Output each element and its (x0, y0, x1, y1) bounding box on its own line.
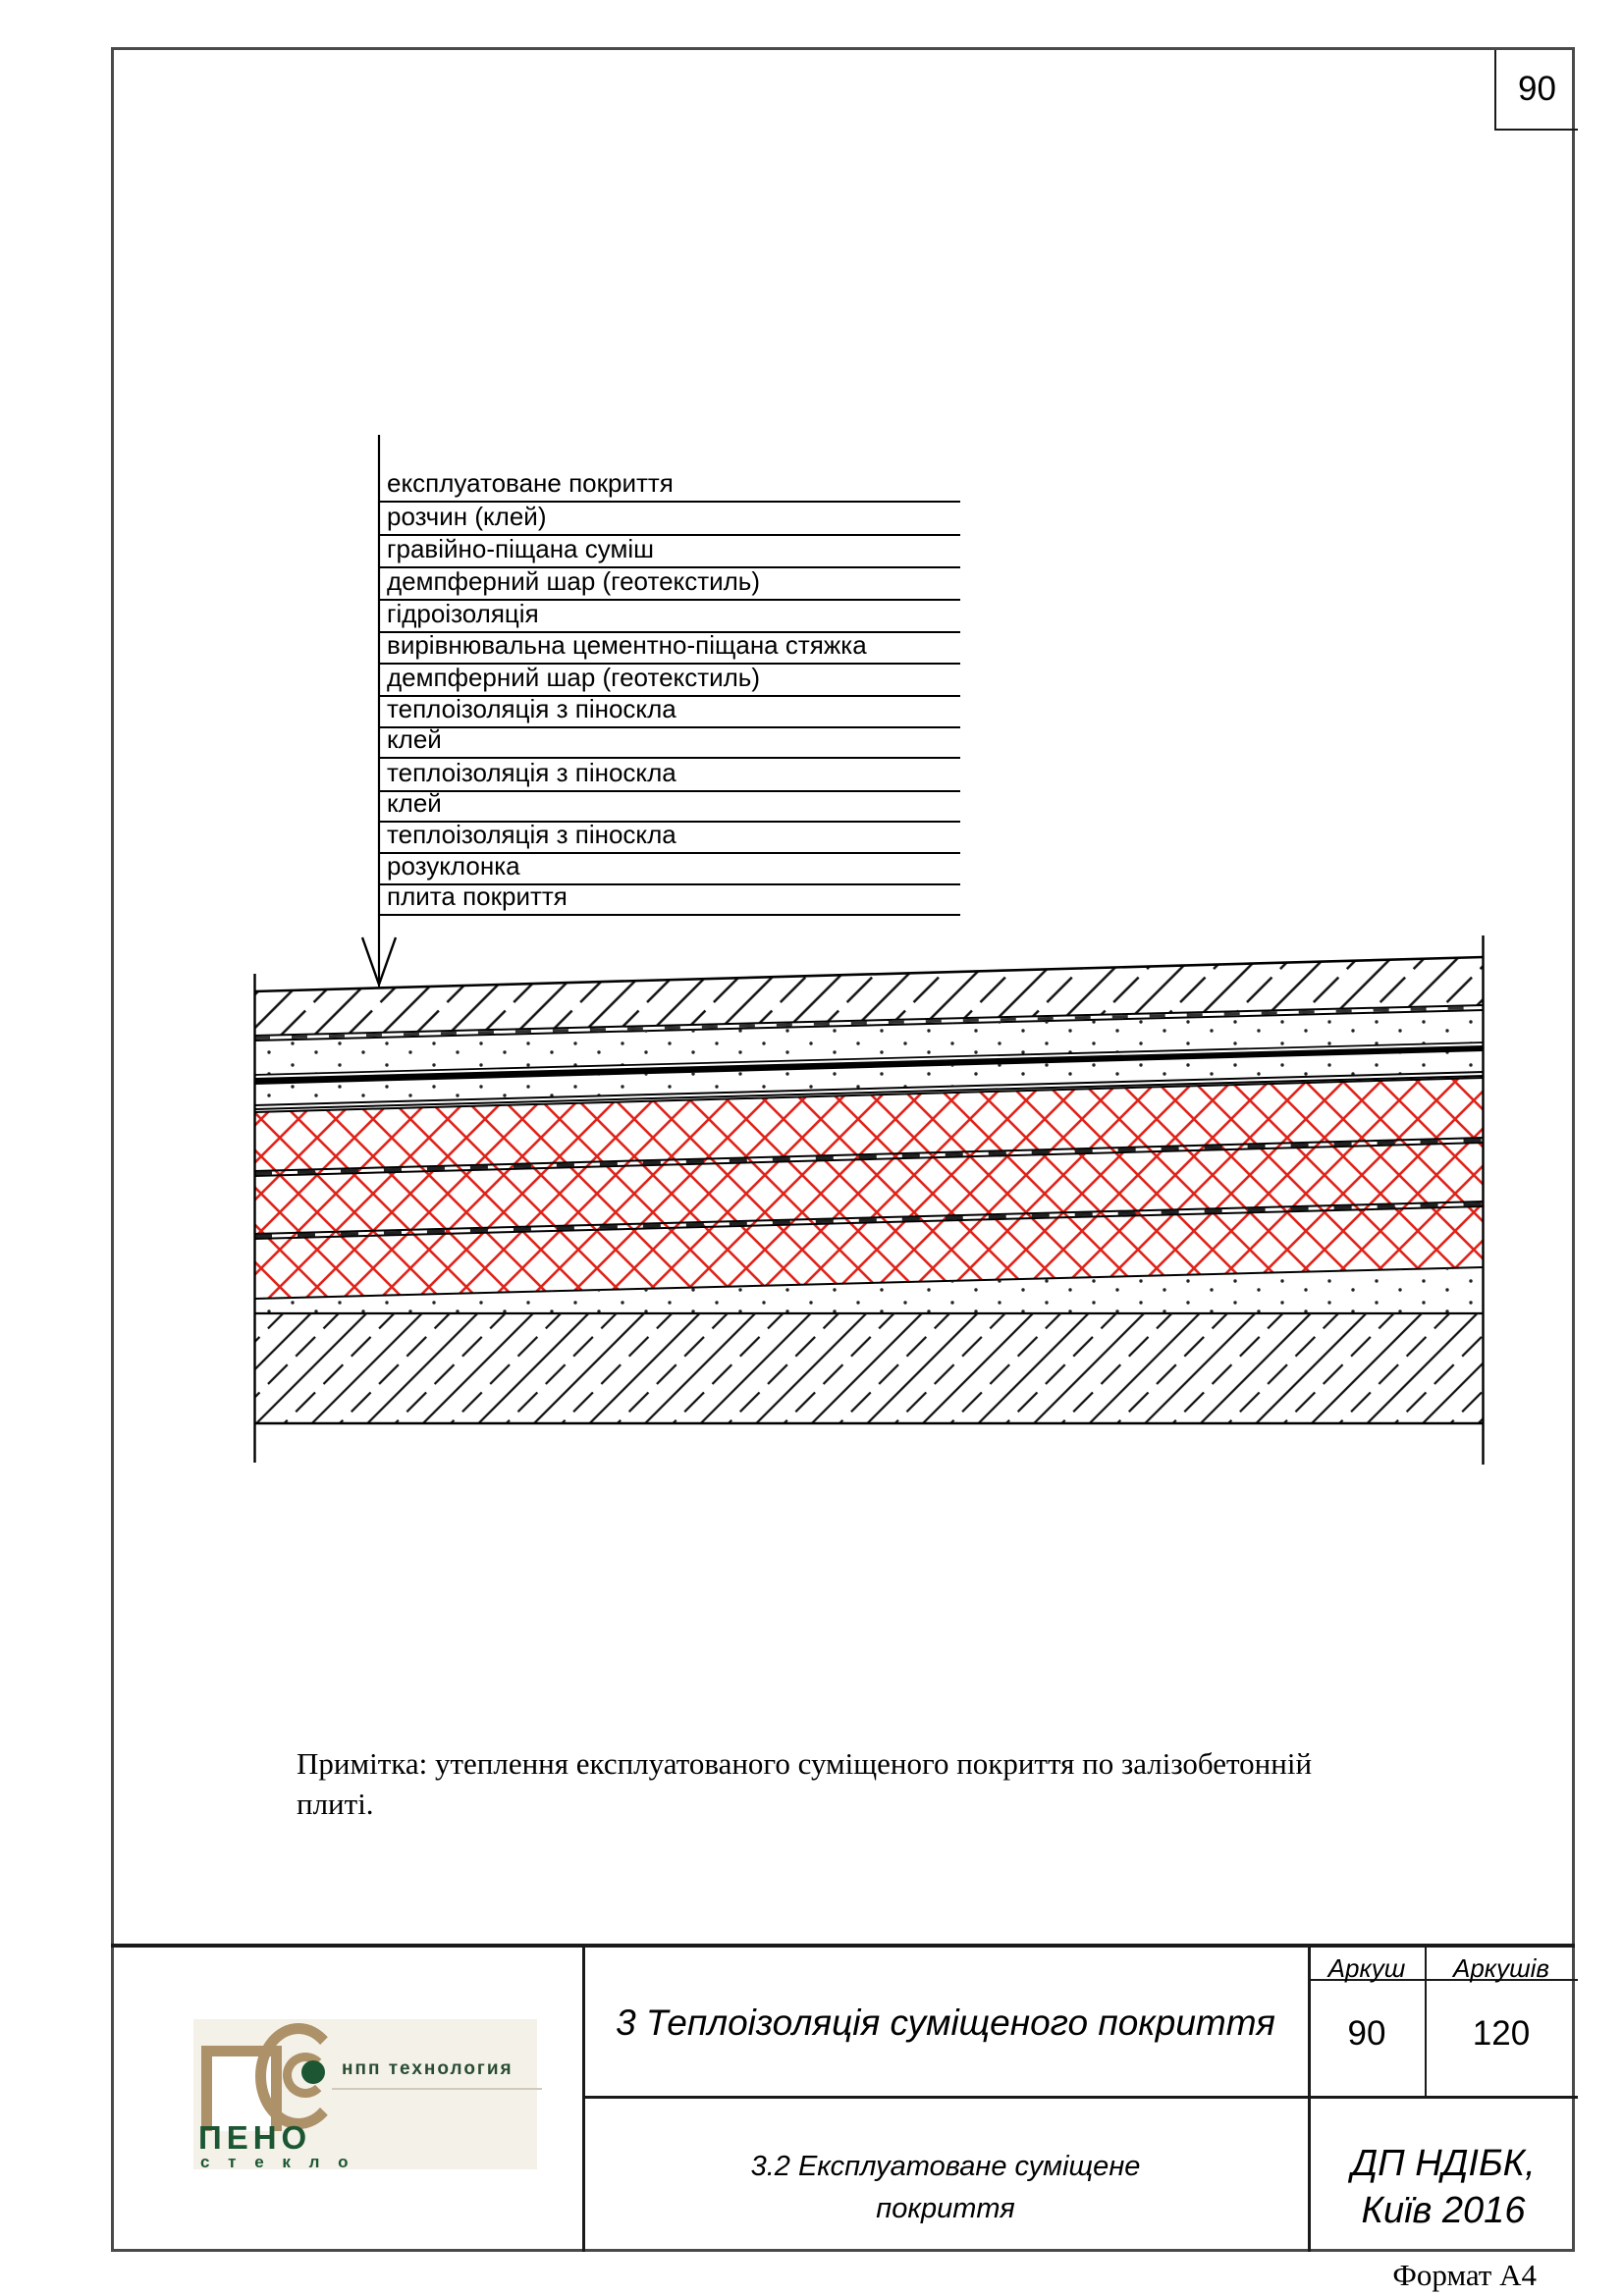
organization-line-1: ДП НДІБК, (1351, 2143, 1536, 2184)
note-paragraph (297, 1743, 1475, 1824)
logo-brand-top: ПЕНО (198, 2119, 312, 2156)
page-number-box (1494, 50, 1578, 131)
sheet-header: Аркуш (1327, 1953, 1406, 1983)
logo-company-text: нпп технология (342, 2058, 514, 2079)
logo-brand-bottom: с т е к л о (200, 2153, 355, 2171)
subsection-title-line-2: покриття (876, 2193, 1015, 2224)
sheet-value: 90 (1347, 2014, 1386, 2053)
subsection-title-line-1: 3.2 Експлуатоване суміщене (750, 2151, 1141, 2182)
layer-label-row (379, 877, 960, 916)
layer-label: демпферний шар (геотекстиль) (387, 566, 760, 596)
layer-label: клей (387, 788, 442, 818)
layer-label: теплоізоляція з піноскла (387, 694, 676, 723)
layer-label: вирівнювальна цементно-піщана стяжка (387, 630, 867, 660)
layer-label: клей (387, 724, 442, 754)
organization-line-2: Київ 2016 (1361, 2190, 1526, 2231)
page-number: 90 (1518, 70, 1556, 108)
titleblock-hline-middle (582, 2096, 1578, 2099)
logo-underline (332, 2088, 542, 2090)
drawing-frame (111, 47, 1575, 2252)
organization (1309, 2140, 1578, 2234)
format-label: Формат А4 (1392, 2258, 1537, 2292)
layer-label: гідроізоляція (387, 599, 539, 628)
layer-label: демпферний шар (геотекстиль) (387, 663, 760, 692)
layer-label: теплоізоляція з піноскла (387, 758, 676, 787)
note-line-1: Примітка: утеплення експлуатованого суміщеного покриття по залізобетонній (297, 1746, 1313, 1781)
layer-label: розчин (клей) (387, 502, 547, 531)
note-line-2: плиті. (297, 1787, 374, 1821)
titleblock-top-line (111, 1944, 1575, 1948)
section-title: 3 Теплоізоляція суміщеного покриття (616, 2002, 1275, 2043)
subsection-title (583, 2146, 1308, 2230)
layer-label: експлуатоване покриття (387, 468, 674, 498)
layer-label: теплоізоляція з піноскла (387, 820, 676, 849)
logo-green-dot-icon (301, 2060, 325, 2084)
layer-label: плита покриття (387, 881, 568, 911)
layer-label: гравійно-піщана суміш (387, 534, 654, 563)
sheets-header: Аркушів (1452, 1953, 1549, 1983)
layer-label: розуклонка (387, 851, 520, 881)
sheets-value: 120 (1472, 2014, 1531, 2053)
